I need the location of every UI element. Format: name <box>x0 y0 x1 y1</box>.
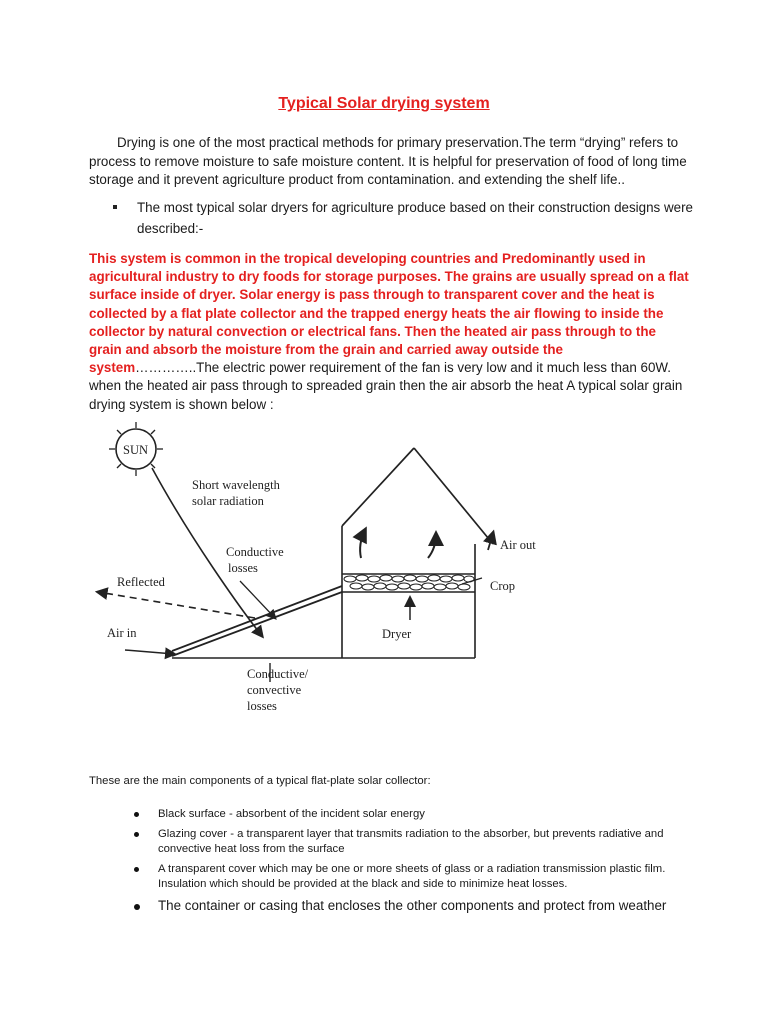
conductive-arrow <box>240 581 275 618</box>
conductive-label: Conductive <box>226 545 284 559</box>
crop-label: Crop <box>490 579 515 593</box>
dryer-label: Dryer <box>382 627 412 641</box>
list-item: A transparent cover which may be one or more sheets of glass or a radiation transmission plastic film. Insulation which should be provided at the black and side to minimize heat losses. <box>134 862 694 893</box>
components-list <box>134 807 694 919</box>
system-description-paragraph <box>89 250 689 414</box>
intro-paragraph <box>89 134 689 190</box>
air-out-label: Air out <box>500 538 536 552</box>
crop-layer <box>344 575 474 590</box>
airflow-arrow-left <box>360 530 365 558</box>
short-wavelength-label: Short wavelength <box>192 478 280 492</box>
conductive-convective-label: Conductive/ <box>247 667 309 681</box>
solar-radiation-label: solar radiation <box>192 494 264 508</box>
fan-power-text: The electric power requirement of the fan is very low and it much less than 60W. when the heated air pass through to spreaded grain then the air absorb the heat A typical solar grain drying system is shown below : <box>89 360 683 412</box>
reflected-label: Reflected <box>117 575 165 589</box>
solar-dryer-diagram <box>80 418 560 718</box>
airflow-arrow-right <box>428 534 436 558</box>
ellipsis-dots: ………….. <box>135 360 197 376</box>
air-out-arrow <box>488 533 493 550</box>
air-in-label: Air in <box>107 626 137 640</box>
highlighted-description: This system is common in the tropical developing countries and Predominantly used in agricultural industry to dry foods for storage purposes. The grains are usually spread on a flat surface inside of dryer. Solar energy is pass through to transparent cover and the heat is collected by a flat plate collector and the trapped energy heats the air flowing to inside the collector by natural convection or electrical fans. Then the heated air pass through to the grain and absorb the moisture from the grain and carried away outside the system <box>89 251 689 376</box>
dryer-types-text: The most typical solar dryers for agriculture produce based on their construction designs were described:- <box>137 200 693 236</box>
dryer-house <box>342 448 493 658</box>
sun-icon <box>109 422 163 476</box>
list-item: Black surface - absorbent of the incident solar energy <box>134 807 694 823</box>
square-bullet-icon <box>113 205 117 209</box>
cc-losses-label: losses <box>247 699 277 713</box>
sun-label: SUN <box>123 443 149 457</box>
components-intro: These are the main components of a typical flat-plate solar collector: <box>89 775 431 787</box>
document-title: Typical Solar drying system <box>278 95 490 112</box>
list-item: The container or casing that encloses the other components and protect from weather <box>134 897 694 915</box>
flat-plate-collector <box>172 586 342 658</box>
air-in-arrow <box>125 650 174 654</box>
list-item: Glazing cover - a transparent layer that transmits radiation to the absorber, but prevents radiative and convective heat loss from the surface <box>134 827 694 858</box>
intro-text: Drying is one of the most practical methods for primary preservation.The term “drying” refers to process to remove moisture to safe moisture content. It is helpful for preservation of food of long time storage and it prevent agriculture product from contamination. and extending the shelf life.. <box>89 135 687 187</box>
losses-label: losses <box>228 561 258 575</box>
dryer-types-bullet <box>113 198 693 239</box>
convective-label: convective <box>247 683 302 697</box>
